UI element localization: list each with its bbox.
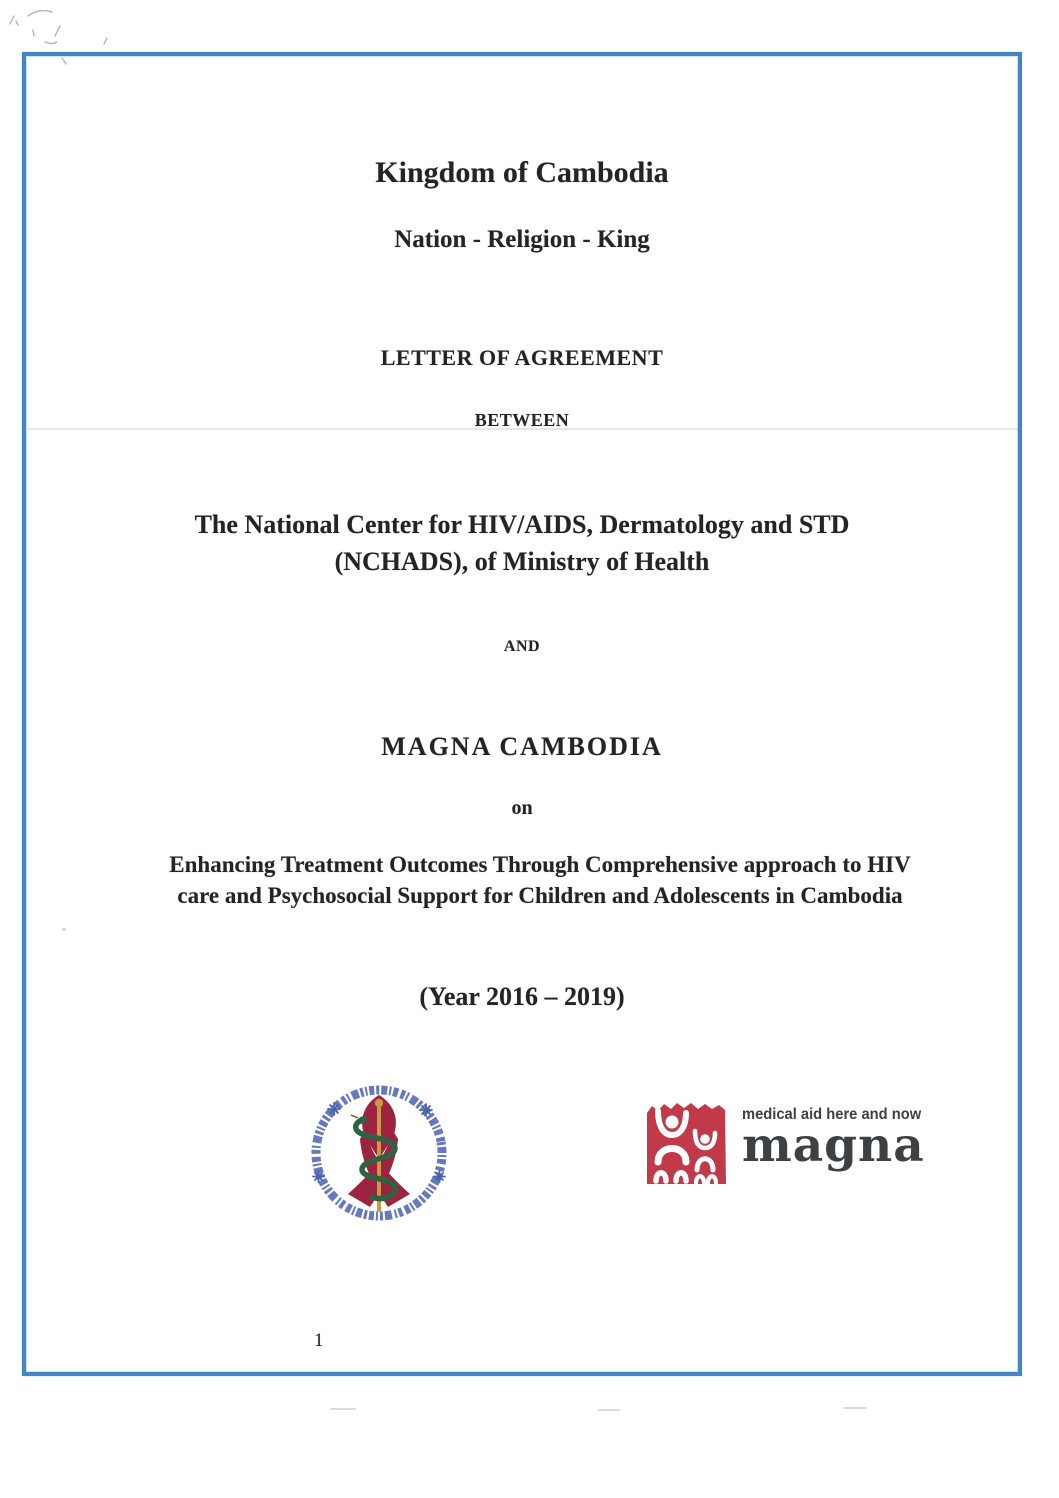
party1-line2: (NCHADS), of Ministry of Health: [334, 547, 710, 576]
page-number: 1: [314, 1330, 324, 1351]
subject-line1: Enhancing Treatment Outcomes Through Comprehensive approach to HIV: [169, 852, 911, 877]
magna-name: magna: [742, 1118, 925, 1173]
party1-name: [22, 506, 1022, 580]
letter-of-agreement-title: LETTER OF AGREEMENT: [380, 345, 664, 370]
scan-speck: [843, 1407, 867, 1409]
subject-line2: care and Psychosocial Support for Children and Adolescents in Cambodia: [177, 883, 903, 908]
scan-dot: [62, 928, 66, 931]
magna-tagline: medical aid here and now: [742, 1106, 922, 1123]
magna-wordmark: [742, 1106, 937, 1173]
magna-figures-icon: [645, 1097, 729, 1187]
agreement-period: (Year 2016 – 2019): [419, 982, 625, 1011]
magna-logo: [645, 1097, 965, 1189]
on-label: on: [511, 797, 533, 819]
party2-name: MAGNA CAMBODIA: [381, 732, 663, 761]
party1-line1: The National Center for HIV/AIDS, Dermatology and STD: [194, 510, 850, 539]
nchads-logo: [298, 1078, 460, 1234]
scan-speck: [330, 1408, 356, 1410]
agreement-subject: [60, 849, 1020, 911]
between-label: BETWEEN: [474, 410, 570, 430]
and-label: AND: [503, 638, 541, 655]
scan-speck: [598, 1409, 620, 1411]
national-motto: Nation - Religion - King: [394, 226, 650, 253]
kingdom-title: Kingdom of Cambodia: [375, 156, 669, 189]
